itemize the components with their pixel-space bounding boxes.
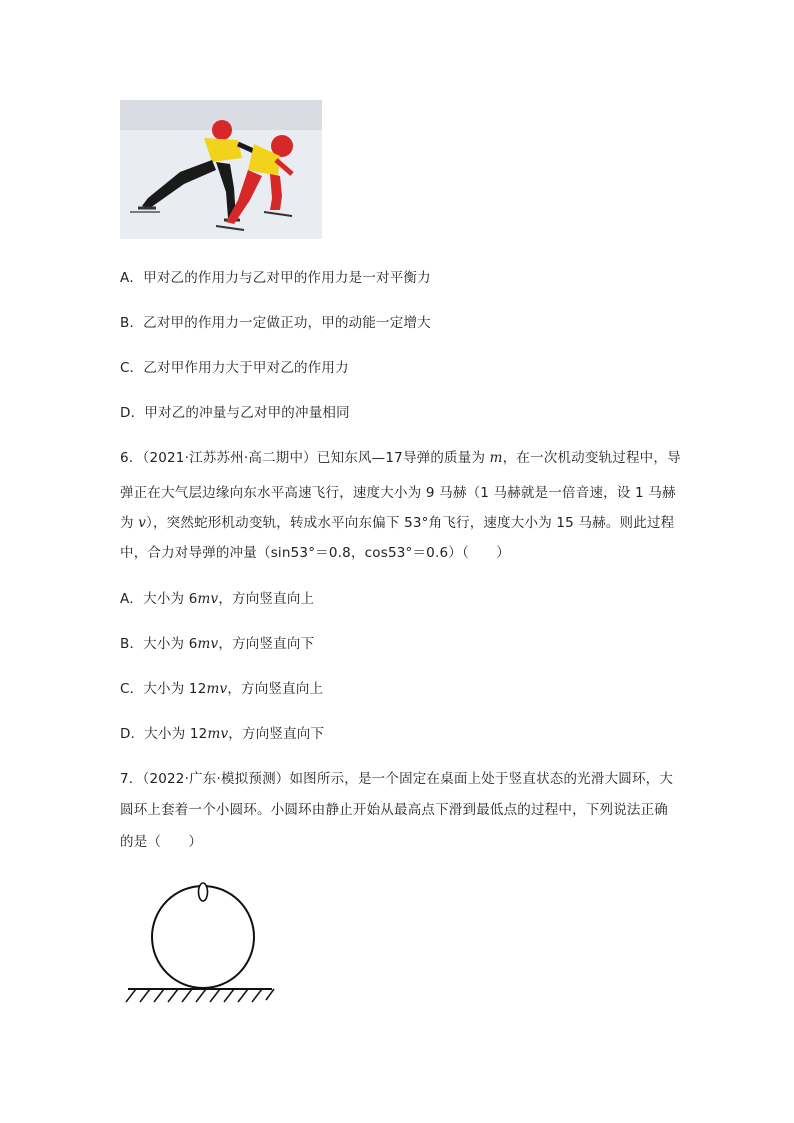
q6-option-a: A．大小为 6mv，方向竖直向上 bbox=[120, 591, 315, 607]
q7-stem-line1: 7．（2022·广东·模拟预测）如图所示，是一个固定在桌面上处于竖直状态的光滑大圆环，大 bbox=[120, 771, 674, 787]
ring-on-table-figure bbox=[120, 880, 280, 1010]
q5-option-d: D．甲对乙的冲量与乙对甲的冲量相同 bbox=[120, 405, 350, 421]
q5-option-a: A．甲对乙的作用力与乙对甲的作用力是一对平衡力 bbox=[120, 270, 431, 286]
skaters-illustration bbox=[120, 100, 322, 239]
q6-stem-line1: 6．（2021·江苏苏州·高二期中）已知东风—17导弹的质量为 m，在一次机动变轨过程中，导 bbox=[120, 450, 681, 466]
q5-option-c: C．乙对甲作用力大于甲对乙的作用力 bbox=[120, 360, 349, 376]
table-hatching bbox=[126, 989, 274, 1002]
q7-stem-line3: 的是（ ） bbox=[120, 834, 203, 850]
small-ring bbox=[199, 883, 208, 901]
q6-option-d: D．大小为 12mv，方向竖直向下 bbox=[120, 726, 325, 742]
q6-option-b: B．大小为 6mv，方向竖直向下 bbox=[120, 636, 315, 652]
q6-stem-line4: 中，合力对导弹的冲量（sin53°＝0.8，cos53°＝0.6）（ ） bbox=[120, 545, 511, 561]
speed-skating-photo bbox=[120, 100, 322, 239]
q6-stem-line3: 为 v），突然蛇形机动变轨，转成水平向东偏下 53°角飞行，速度大小为 15 马赫。则此过程 bbox=[120, 515, 675, 531]
q6-option-c: C．大小为 12mv，方向竖直向上 bbox=[120, 681, 324, 697]
q5-option-b: B．乙对甲的作用力一定做正功，甲的动能一定增大 bbox=[120, 315, 431, 331]
q6-stem-line2: 弹正在大气层边缘向东水平高速飞行，速度大小为 9 马赫（1 马赫就是一倍音速，设 1 马赫 bbox=[120, 485, 676, 501]
q7-stem-line2: 圆环上套着一个小圆环。小圆环由静止开始从最高点下滑到最低点的过程中，下列说法正确 bbox=[120, 802, 668, 818]
